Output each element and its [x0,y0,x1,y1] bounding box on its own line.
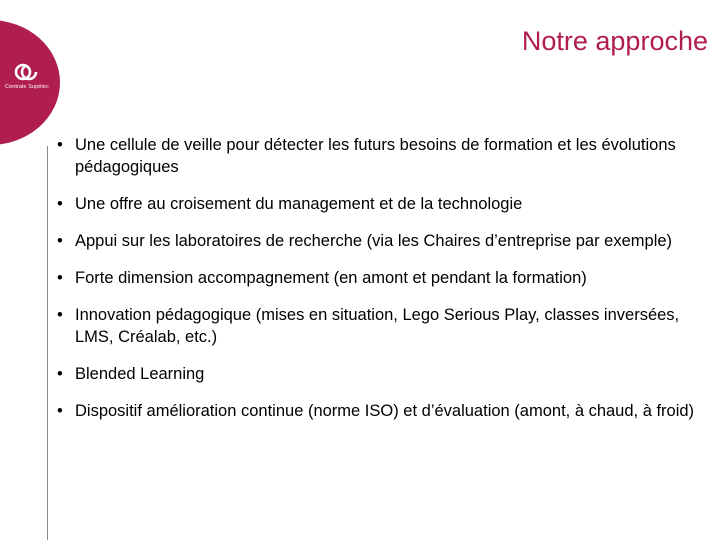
bullet-icon: • [57,269,63,287]
bullet-icon: • [57,306,63,324]
bullet-text: Une cellule de veille pour détecter les futurs besoins de formation et les évolutions pédagogiques [75,136,676,176]
bullet-icon: • [57,232,63,250]
bullet-item [57,304,707,348]
bullet-text: Blended Learning [75,365,205,383]
page-title: Notre approche [521,26,708,56]
bullet-icon: • [57,402,63,420]
bullet-item [57,363,707,385]
bullet-list [57,134,707,437]
bullet-item [57,230,707,252]
vertical-divider [47,146,48,540]
bullet-item [57,400,707,422]
bullet-item [57,134,707,178]
bullet-icon: • [57,195,63,213]
bullet-text: Innovation pédagogique (mises en situation, Lego Serious Play, classes inversées, LMS, Créalab, etc.) [75,306,680,346]
bullet-text: Une offre au croisement du management et de la technologie [75,195,523,213]
bullet-item [57,193,707,215]
bullet-text: Forte dimension accompagnement (en amont et pendant la formation) [75,269,587,287]
logo-text: Centrale Supélec [5,84,49,90]
bullet-icon: • [57,365,63,383]
bullet-icon: • [57,136,63,154]
bullet-item [57,267,707,289]
bullet-text: Dispositif amélioration continue (norme ISO) et d’évaluation (amont, à chaud, à froid) [75,402,695,420]
centrale-supelec-logo-icon [12,58,40,86]
bullet-text: Appui sur les laboratoires de recherche (via les Chaires d’entreprise par exemple) [75,232,673,250]
